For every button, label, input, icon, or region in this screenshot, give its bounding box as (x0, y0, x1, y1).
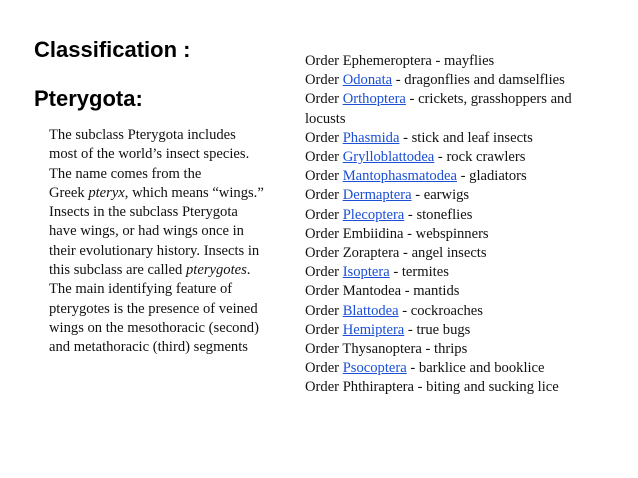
description-line (49, 145, 294, 164)
order-name-link[interactable]: Hemiptera (342, 321, 405, 338)
order-prefix: Order (305, 168, 343, 185)
description-text: The name comes from the (49, 165, 202, 182)
order-prefix: Order (305, 302, 343, 319)
order-name-link[interactable]: Orthoptera (342, 91, 406, 108)
orders-list (305, 52, 630, 398)
order-name: Zoraptera (342, 245, 400, 262)
description-line (49, 319, 294, 338)
description-text: and metathoracic (third) segments (49, 339, 248, 356)
order-item (305, 340, 630, 359)
order-name: Thysanoptera (342, 341, 422, 358)
order-description: - webspinners (403, 225, 489, 242)
order-name-link[interactable]: Grylloblattodea (342, 149, 435, 166)
page-title: Classification : (34, 37, 191, 62)
order-description: - crickets, grasshoppers and (405, 91, 572, 108)
order-name-link[interactable]: Blattodea (342, 302, 399, 319)
order-prefix: Order (305, 379, 343, 396)
order-name: Ephemeroptera (342, 53, 432, 69)
order-description: - biting and sucking lice (414, 379, 559, 396)
description-line (49, 242, 294, 261)
description-line (49, 165, 294, 184)
description-term: pteryx (88, 184, 125, 201)
order-prefix: Order (305, 321, 343, 338)
order-item (305, 263, 630, 282)
order-item (305, 129, 630, 148)
order-description: - mayflies (431, 53, 495, 69)
order-description: - rock crawlers (434, 149, 526, 166)
order-item (305, 282, 630, 301)
order-description: - gladiators (456, 168, 527, 185)
description-line (49, 126, 294, 145)
order-item (305, 90, 630, 109)
order-prefix: Order (305, 129, 343, 146)
order-description: - cockroaches (398, 302, 483, 319)
order-prefix: Order (305, 283, 343, 300)
order-item (305, 302, 630, 321)
description-text: , which means “wings.” (124, 184, 264, 201)
order-description: - mantids (401, 283, 460, 300)
order-name: Mantodea (342, 283, 402, 300)
order-prefix: Order (305, 72, 343, 89)
description-paragraph (49, 126, 294, 358)
order-name-link[interactable]: Odonata (342, 72, 393, 89)
order-description: - earwigs (411, 187, 470, 204)
order-item (305, 206, 630, 225)
order-item (305, 225, 630, 244)
description-text: Insects in the subclass Pterygota (49, 204, 238, 221)
description-text: Greek (49, 184, 89, 201)
description-text: The subclass Pterygota includes (49, 127, 236, 143)
order-prefix: Order (305, 360, 343, 377)
order-prefix: Order (305, 264, 343, 281)
order-item (305, 186, 630, 205)
order-description: - true bugs (404, 321, 471, 338)
description-line (49, 184, 294, 203)
order-name-link[interactable]: Psocoptera (342, 360, 407, 377)
order-prefix: Order (305, 206, 343, 223)
order-name-link[interactable]: Mantophasmatodea (342, 168, 457, 185)
order-description: - angel insects (399, 245, 487, 262)
description-line (49, 338, 294, 357)
order-prefix: Order (305, 149, 343, 166)
order-item (305, 71, 630, 90)
description-text: . (246, 262, 251, 279)
order-name-link[interactable]: Plecoptera (342, 206, 405, 223)
description-line (49, 280, 294, 299)
order-prefix: Order (305, 245, 343, 262)
order-prefix: Order (305, 91, 343, 108)
description-text: pterygotes is the presence of veined (49, 300, 258, 317)
description-term: pterygotes (185, 262, 247, 279)
order-item (305, 378, 630, 397)
description-line (49, 300, 294, 319)
order-item (305, 244, 630, 263)
order-description: - dragonflies and damselflies (392, 72, 565, 89)
order-item (305, 167, 630, 186)
order-prefix: Order (305, 225, 343, 242)
description-line (49, 222, 294, 241)
order-name: Phthiraptera (342, 379, 415, 396)
description-text: have wings, or had wings once in (49, 223, 244, 240)
description-text: most of the world’s insect species. (49, 146, 250, 163)
order-description: locusts (305, 110, 346, 127)
order-name-link[interactable]: Phasmida (342, 129, 400, 146)
description-text: this subclass are called (49, 262, 186, 279)
order-item (305, 359, 630, 378)
order-item (305, 52, 630, 71)
description-text: their evolutionary history. Insects in (49, 242, 260, 259)
order-item (305, 110, 630, 129)
order-prefix: Order (305, 187, 343, 204)
order-name: Embiidina (342, 225, 404, 242)
order-item (305, 321, 630, 340)
order-description: - stoneflies (404, 206, 473, 223)
description-text: The main identifying feature of (49, 281, 233, 298)
order-description: - stick and leaf insects (399, 129, 533, 146)
order-name-link[interactable]: Dermaptera (342, 187, 412, 204)
order-item (305, 148, 630, 167)
section-subtitle: Pterygota: (34, 86, 143, 111)
description-line (49, 261, 294, 280)
order-description: - barklice and booklice (406, 360, 545, 377)
order-name-link[interactable]: Isoptera (342, 264, 390, 281)
description-line (49, 203, 294, 222)
order-description: - termites (389, 264, 449, 281)
description-text: wings on the mesothoracic (second) (49, 319, 259, 336)
order-description: - thrips (421, 341, 468, 358)
order-prefix: Order (305, 53, 343, 69)
order-prefix: Order (305, 341, 343, 358)
